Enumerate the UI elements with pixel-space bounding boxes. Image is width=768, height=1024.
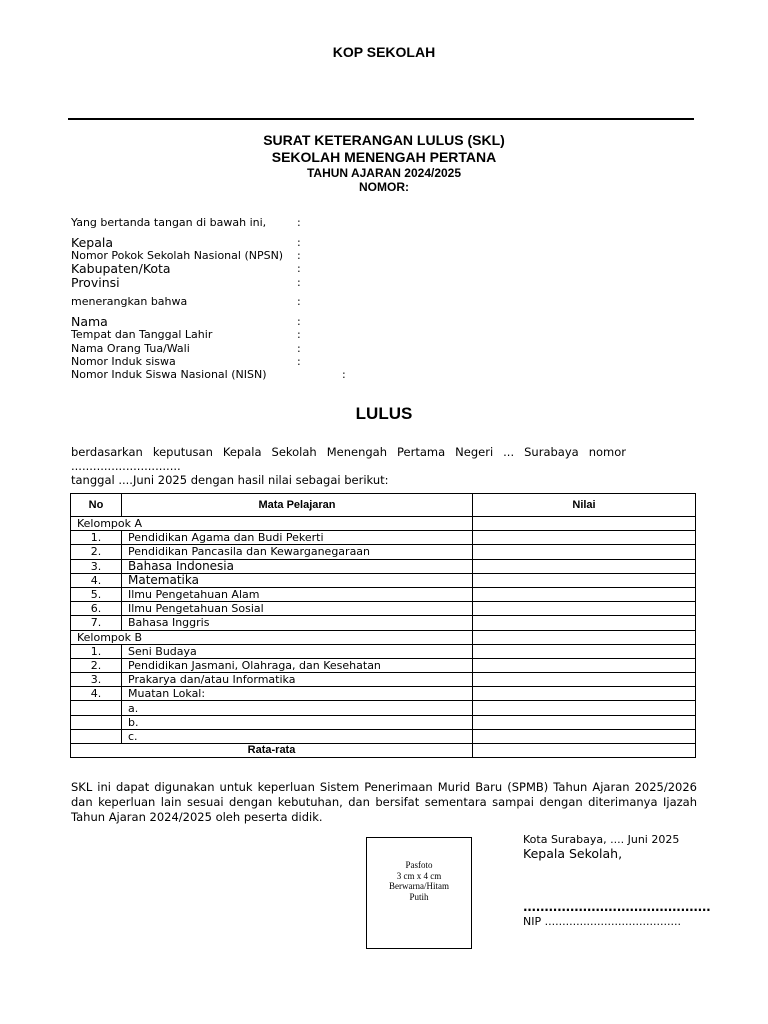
field-colon: : xyxy=(297,236,301,249)
basis-line-2: .............................. xyxy=(71,459,181,473)
photo-color-2: Putih xyxy=(409,891,429,902)
row-number: 5. xyxy=(71,587,122,601)
field-menerangkan-label: menerangkan bahwa xyxy=(71,295,188,308)
score-cell[interactable] xyxy=(473,573,696,587)
field-colon: : xyxy=(297,342,301,355)
grades-table xyxy=(70,493,696,758)
photo-placeholder xyxy=(366,837,472,949)
score-cell[interactable] xyxy=(473,602,696,616)
score-cell[interactable] xyxy=(473,559,696,573)
usage-note-line-2: dan keperluan lain sesuai dengan kebutuhan, dan bersifat sementara sampai dengan diterimanya Ijazah xyxy=(71,795,697,809)
table-row xyxy=(71,616,696,630)
score-cell[interactable] xyxy=(473,729,696,743)
table-row xyxy=(71,715,696,729)
local-subject: b. xyxy=(122,715,473,729)
photo-color: Berwarna/Hitam xyxy=(389,881,449,891)
score-cell[interactable] xyxy=(473,715,696,729)
table-row xyxy=(71,531,696,545)
field-colon: : xyxy=(297,295,301,308)
subject-name: Bahasa Inggris xyxy=(122,616,473,630)
table-row xyxy=(71,559,696,573)
table-row xyxy=(71,644,696,658)
subject-name: Muatan Lokal: xyxy=(122,687,473,701)
usage-note-line-1: SKL ini dapat digunakan untuk keperluan Sistem Penerimaan Murid Baru (SPMB) Tahun Ajaran 2025/2026 xyxy=(71,780,697,794)
subject-name: Matematika xyxy=(122,573,473,587)
group-a-label: Kelompok A xyxy=(71,517,473,531)
row-number: 3. xyxy=(71,673,122,687)
row-number: 6. xyxy=(71,602,122,616)
doc-title: SURAT KETERANGAN LULUS (SKL) xyxy=(263,132,505,148)
score-cell[interactable] xyxy=(473,644,696,658)
field-colon: : xyxy=(297,355,301,368)
table-header-row xyxy=(71,494,696,517)
table-row xyxy=(71,587,696,601)
score-cell[interactable] xyxy=(473,545,696,559)
average-row xyxy=(71,744,696,758)
table-row xyxy=(71,729,696,743)
score-cell[interactable] xyxy=(473,630,696,644)
score-cell[interactable] xyxy=(473,687,696,701)
header-no: No xyxy=(71,494,122,517)
group-row xyxy=(71,630,696,644)
subject-name: Pendidikan Pancasila dan Kewarganegaraan xyxy=(122,545,473,559)
field-colon: : xyxy=(342,368,346,381)
row-number: 2. xyxy=(71,545,122,559)
field-intro-label: Yang bertanda tangan di bawah ini, xyxy=(71,216,267,229)
average-score-cell[interactable] xyxy=(473,744,696,758)
table-row xyxy=(71,545,696,559)
score-cell[interactable] xyxy=(473,701,696,715)
field-npsn-label: Nomor Pokok Sekolah Nasional (NPSN) xyxy=(71,249,284,262)
field-kabupaten-label: Kabupaten/Kota xyxy=(71,261,171,276)
group-row xyxy=(71,517,696,531)
group-b-label: Kelompok B xyxy=(71,630,473,644)
score-cell[interactable] xyxy=(473,517,696,531)
average-label: Rata-rata xyxy=(71,744,473,758)
row-number xyxy=(71,715,122,729)
field-colon: : xyxy=(297,262,301,275)
field-nama-label: Nama xyxy=(71,314,108,329)
basis-line-3: tanggal ....Juni 2025 dengan hasil nilai sebagai berikut: xyxy=(71,473,389,487)
field-colon: : xyxy=(297,328,301,341)
header-subject: Mata Pelajaran xyxy=(122,494,473,517)
table-row xyxy=(71,602,696,616)
doc-number: NOMOR: xyxy=(359,180,409,194)
score-cell[interactable] xyxy=(473,673,696,687)
table-row xyxy=(71,673,696,687)
header-score: Nilai xyxy=(473,494,696,517)
subject-name: Pendidikan Agama dan Budi Pekerti xyxy=(122,531,473,545)
score-cell[interactable] xyxy=(473,531,696,545)
row-number: 1. xyxy=(71,531,122,545)
field-colon: : xyxy=(297,276,301,289)
letterhead-divider xyxy=(68,118,694,120)
photo-size: 3 cm x 4 cm xyxy=(396,870,442,881)
signature-role: Kepala Sekolah, xyxy=(523,846,623,861)
field-colon: : xyxy=(297,249,301,262)
subject-name: Pendidikan Jasmani, Olahraga, dan Kesehatan xyxy=(122,658,473,672)
field-ortu-label: Nama Orang Tua/Wali xyxy=(71,342,190,355)
letterhead-title: KOP SEKOLAH xyxy=(332,44,436,60)
field-colon: : xyxy=(297,315,301,328)
local-subject: c. xyxy=(122,729,473,743)
row-number: 4. xyxy=(71,573,122,587)
row-number: 4. xyxy=(71,687,122,701)
photo-label: Pasfoto xyxy=(405,860,433,870)
row-number xyxy=(71,701,122,715)
doc-school-type: SEKOLAH MENENGAH PERTANA xyxy=(271,149,497,165)
table-row xyxy=(71,573,696,587)
table-row xyxy=(71,701,696,715)
usage-note xyxy=(71,780,697,825)
score-cell[interactable] xyxy=(473,587,696,601)
field-colon: : xyxy=(297,216,301,229)
row-number xyxy=(71,729,122,743)
subject-name: Bahasa Indonesia xyxy=(122,559,473,573)
usage-note-line-3: Tahun Ajaran 2024/2025 oleh peserta didik. xyxy=(71,810,323,824)
graduation-status: LULUS xyxy=(355,404,413,423)
field-nis-label: Nomor Induk siswa xyxy=(71,355,176,368)
row-number: 1. xyxy=(71,644,122,658)
score-cell[interactable] xyxy=(473,658,696,672)
subject-name: Prakarya dan/atau Informatika xyxy=(122,673,473,687)
signature-place-date: Kota Surabaya, .... Juni 2025 xyxy=(523,833,680,846)
score-cell[interactable] xyxy=(473,616,696,630)
signature-name-line: ............................................ xyxy=(523,900,711,914)
subject-name: Ilmu Pengetahuan Alam xyxy=(122,587,473,601)
subject-name: Seni Budaya xyxy=(122,644,473,658)
row-number: 2. xyxy=(71,658,122,672)
row-number: 7. xyxy=(71,616,122,630)
doc-academic-year: TAHUN AJARAN 2024/2025 xyxy=(306,166,462,180)
row-number: 3. xyxy=(71,559,122,573)
field-nisn-label: Nomor Induk Siswa Nasional (NISN) xyxy=(71,368,267,381)
field-provinsi-label: Provinsi xyxy=(71,275,120,290)
local-subject: a. xyxy=(122,701,473,715)
table-row xyxy=(71,658,696,672)
signature-nip: NIP ....................................... xyxy=(523,915,681,928)
subject-name: Ilmu Pengetahuan Sosial xyxy=(122,602,473,616)
field-ttl-label: Tempat dan Tanggal Lahir xyxy=(71,328,213,341)
table-row xyxy=(71,687,696,701)
field-kepala-label: Kepala xyxy=(71,235,113,250)
basis-line-1: berdasarkan keputusan Kepala Sekolah Menengah Pertama Negeri ... Surabaya nomor xyxy=(71,445,626,459)
